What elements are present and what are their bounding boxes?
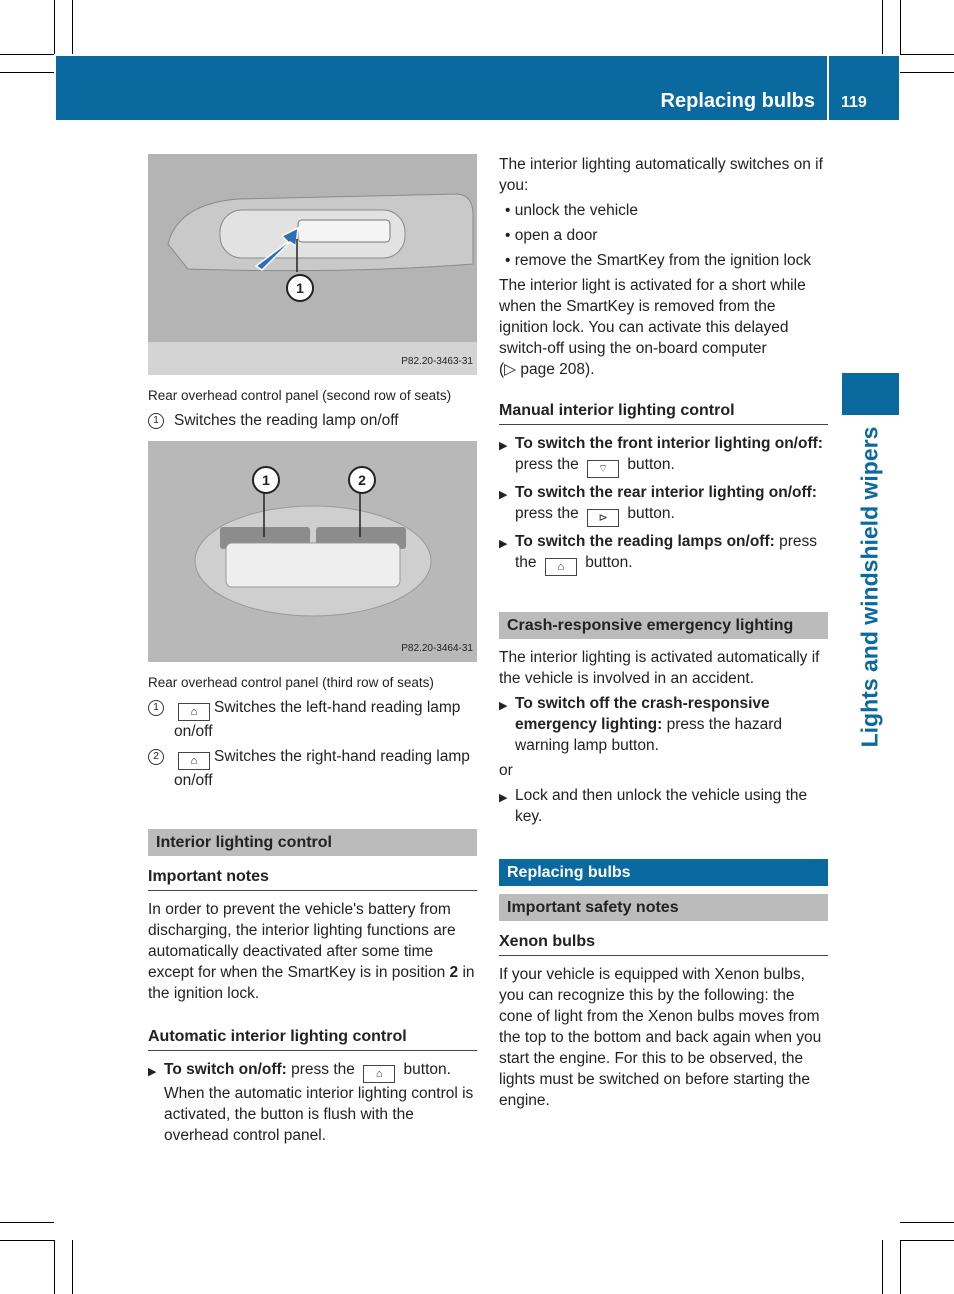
crop-mark <box>882 1240 883 1294</box>
instruction-step <box>499 531 828 576</box>
step-text: press the <box>291 1061 355 1078</box>
crop-mark <box>0 1222 54 1223</box>
instruction-step <box>499 433 828 478</box>
legend-item <box>148 410 477 431</box>
list-item: • remove the SmartKey from the ignition lock <box>499 250 828 271</box>
instruction-step <box>499 482 828 527</box>
reading-lamp-icon: ⌂ <box>178 703 210 721</box>
crop-mark <box>882 0 883 54</box>
chapter-label: Lights and windshield wipers <box>856 426 883 748</box>
step-label: To switch the reading lamps on/off: <box>515 533 775 550</box>
ignition-position: 2 <box>449 964 459 981</box>
subsection-heading: Important notes <box>148 866 477 891</box>
front-interior-light-icon: ⌔ <box>587 460 619 478</box>
right-column <box>499 154 828 1111</box>
step-arrow-icon: ▶ <box>499 792 508 804</box>
header-title: Replacing bulbs <box>660 90 815 112</box>
step-after: button. <box>627 505 675 522</box>
figure-caption: Rear overhead control panel (second row of seats) <box>148 388 452 403</box>
step-text: press the <box>515 533 817 571</box>
notes-tail: in the ignition lock. <box>148 964 475 1002</box>
header-divider <box>827 56 829 120</box>
subsection-heading: Automatic interior lighting control <box>148 1026 477 1051</box>
page-reference: (▷ page 208). <box>499 361 595 378</box>
condition-list <box>499 200 828 271</box>
legend-item <box>148 697 477 742</box>
legend-text: Switches the reading lamp on/off <box>174 412 399 429</box>
list-item: • unlock the vehicle <box>499 200 828 221</box>
subsection-heading: Xenon bulbs <box>499 931 828 956</box>
crop-mark <box>0 54 54 55</box>
crop-mark <box>0 72 54 73</box>
step-arrow-icon: ▶ <box>499 489 508 501</box>
crop-mark <box>72 0 73 54</box>
legend-text: Switches the left-hand reading lamp on/off <box>174 699 461 740</box>
figure-third-row-panel <box>148 441 477 662</box>
step-label: To switch off the crash-responsive emergency lighting: <box>515 695 770 733</box>
crop-mark <box>900 72 954 73</box>
overhead-panel-illustration <box>148 154 477 375</box>
crop-mark <box>54 0 55 54</box>
step-arrow-icon: ▶ <box>148 1066 157 1078</box>
crop-mark <box>900 1240 954 1241</box>
section-heading: Replacing bulbs <box>499 859 828 886</box>
section-heading: Interior lighting control <box>148 829 477 856</box>
step-text: press the <box>515 505 579 522</box>
crop-mark <box>0 1240 54 1241</box>
figure-code: P82.20-3463-31 <box>401 356 473 367</box>
step-after: button. <box>627 456 675 473</box>
left-column <box>148 154 477 1146</box>
step-arrow-icon: ▶ <box>499 440 508 452</box>
step-arrow-icon: ▶ <box>499 700 508 712</box>
step-text: Lock and then unlock the vehicle using the key. <box>515 787 808 825</box>
subsection-heading: Manual interior lighting control <box>499 400 828 425</box>
step-rest: When the automatic interior lighting control is activated, the button is flush with the overhead control panel. <box>164 1085 474 1144</box>
legend-number: 1 <box>148 413 164 429</box>
delay-text: The interior light is activated for a short while when the SmartKey is removed from the ignition lock. You can activate this delayed switch-off using the on-board computer <box>499 277 806 357</box>
section-heading: Important safety notes <box>499 894 828 921</box>
reading-lamp-icon: ⌂ <box>178 752 210 770</box>
step-text: press the hazard warning lamp button. <box>515 716 783 754</box>
instruction-step <box>499 785 828 827</box>
callout-1: 1 <box>252 466 280 494</box>
xenon-text: If your vehicle is equipped with Xenon bulbs, you can recognize this by the following: the cone of light from the Xenon bulbs moves from the top to the bottom and back again when you start the engine. For this to be observed, the lights must be switched on before starting the engine. <box>499 966 822 1109</box>
crop-mark <box>54 1240 55 1294</box>
legend-text: Switches the right-hand reading lamp on/off <box>174 748 470 789</box>
callout-2: 2 <box>348 466 376 494</box>
notes-text: In order to prevent the vehicle's battery from discharging, the interior lighting functions are automatically deactivated after some time except for when the SmartKey is in position <box>148 901 456 981</box>
figure-caption: Rear overhead control panel (third row of seats) <box>148 675 434 690</box>
legend-number: 2 <box>148 749 164 765</box>
page-header <box>56 56 899 120</box>
step-after: button. <box>585 554 633 571</box>
legend-item <box>148 746 477 791</box>
intro-text: The interior lighting automatically switches on if you: <box>499 156 823 194</box>
step-arrow-icon: ▶ <box>499 538 508 550</box>
step-after: button. <box>403 1061 451 1078</box>
crop-mark <box>900 54 954 55</box>
page-number: 119 <box>841 94 867 111</box>
reading-lamp-icon: ⌂ <box>545 558 577 576</box>
callout-1: 1 <box>286 274 314 302</box>
crop-mark <box>72 1240 73 1294</box>
step-label: To switch on/off: <box>164 1061 287 1078</box>
crop-mark <box>900 1222 954 1223</box>
step-label: To switch the front interior lighting on/off: <box>515 435 823 452</box>
overhead-panel-illustration <box>148 441 477 662</box>
paragraph <box>148 899 477 1004</box>
chapter-tab <box>842 373 899 415</box>
figure-code: P82.20-3464-31 <box>401 643 473 654</box>
auto-interior-light-icon: ⌂ <box>363 1065 395 1083</box>
instruction-step <box>499 693 828 756</box>
list-item: • open a door <box>499 225 828 246</box>
rear-interior-light-icon: ⊳ <box>587 509 619 527</box>
legend-number: 1 <box>148 700 164 716</box>
crash-text: The interior lighting is activated automatically if the vehicle is involved in an accident. <box>499 649 820 687</box>
crop-mark <box>900 0 901 54</box>
crop-mark <box>900 1240 901 1294</box>
figure-second-row-panel <box>148 154 477 375</box>
section-heading: Crash-responsive emergency lighting <box>499 612 828 639</box>
instruction-step <box>148 1059 477 1146</box>
step-text: press the <box>515 456 579 473</box>
or-text: or <box>499 762 513 779</box>
step-label: To switch the rear interior lighting on/off: <box>515 484 817 501</box>
